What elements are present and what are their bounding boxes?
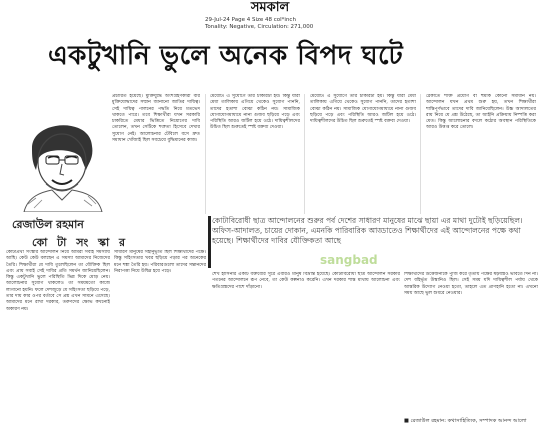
author-portrait	[12, 100, 110, 212]
clipping-meta	[205, 17, 375, 31]
pull-quote-bar	[208, 216, 211, 268]
column-divider	[205, 94, 206, 214]
column-divider	[420, 94, 421, 214]
watermark: sangbad	[320, 253, 378, 267]
newspaper-masthead: সমকাল	[250, 0, 290, 15]
article-column-3: মেয়েটি। এ সুযোগে তার চাকরিটা হয়। কিন্তু যারা মেধা তালিকায় এগিয়ে থেকেও সুযোগ পাননি, তাদের হতাশা বোঝা কঠিন নয়। সামাজিক যোগাযোগমাধ্যমে নানা গুজব ছড়িয়ে পড়ে এবং পরিস্থিতি আরও জটিল হয়ে ওঠে। দায়িত্বশীলদের উচিত ছিল শুরুতেই স্পষ্ট বক্তব্য দেওয়া।	[310, 94, 416, 125]
article-column-lower-2: শেখ হাসিনার একটি বক্তব্যের সুরে এবারও মানুষ বিভ্রান্ত হয়েছে। কোটাবিরোধী ছাত্র আন্দোলন সরকার পতনের আন্দোলনে রূপ নেবে, তা কেউ কল্পনাও করেনি। এখন দরকার শান্ত মাথায় আলোচনা এবং ক্ষতিগ্রস্তদের পাশে দাঁড়ানো।	[212, 272, 400, 290]
article-column-1: প্রচারিত হয়েছে। মুক্তিযুদ্ধে অংশগ্রহণকারী বীর মুক্তিযোদ্ধাদের সম্মান জানানো জাতির দায়িত্ব। সেই দায়িত্ব পালনের পদ্ধতি নিয়ে মতভেদ থাকতে পারে। তবে শিক্ষার্থীরা যখন সরকারি চাকরিতে মেধার ভিত্তিতে নিয়োগের দাবি তোলেন, তখন সেটিকে শত্রুতা হিসেবে দেখার সুযোগ নেই। আলোচনার টেবিলে বসে দ্রুত সমাধান খোঁজাই ছিল সবচেয়ে বুদ্ধিমানের কাজ।	[112, 94, 200, 144]
clipping-meta-tonality: Tonality: Negative, Circulation: 271,000	[205, 24, 314, 30]
author-footnote: ■ রেজাউল রহমান: কথাসাহিত্যিক, সম্পাদক আনন্দ আলো	[404, 418, 527, 424]
article-column-left: কোটাপ্রথা সংস্কার আন্দোলন নিয়ে আমরা সবাই সমস্যায় আছি। কেউ কেউ বলছেন এ সমস্যা আমাদের নিজেদের তৈরি। শিক্ষার্থীরা যে দাবি তুলেছিলেন তা যৌক্তিক ছিল এবং প্রায় সবাই সেই দাবির প্রতি সমর্থন জানিয়েছিলেন। কিন্তু একটুখানি ভুলে পরিস্থিতি ভিন্ন দিকে মোড় নেয়। আলোচনার সুযোগ থাকলেও তা সময়মতো কাজে লাগানো হয়নি। ফলে দেশজুড়ে যে সহিংসতা ছড়িয়ে পড়ে, তার দায় কার ওপর বর্তাবে সে প্রশ্ন এখন সামনে এসেছে। আমাদের মনে রাখা দরকার, তরুণদের ক্ষোভ কখনোই অকারণ নয়।	[6, 250, 110, 312]
author-name: রেজাউল রহমান	[12, 218, 84, 231]
article-column-2: মেয়েটি। এ সুযোগে তার চাকরিটা হয়। কিন্তু যারা মেধা তালিকায় এগিয়ে থেকেও সুযোগ পাননি, তাদের হতাশা বোঝা কঠিন নয়। সামাজিক যোগাযোগমাধ্যমে নানা গুজব ছড়িয়ে পড়ে এবং পরিস্থিতি আরও জটিল হয়ে ওঠে। দায়িত্বশীলদের উচিত ছিল শুরুতেই স্পষ্ট বক্তব্য দেওয়া।	[210, 94, 300, 131]
pull-quote: কোটাবিরোধী ছাত্র আন্দোলনের শুরুর পর্ব দেশের সাধারণ মানুষের মাঝে ছায়া এর মাথা দুটোই ছড়িয়েছিল। অফিস-আদালত, চায়ের দোকান, এমনকি পারিবারিক আড্ডাতেও শিক্ষার্থীদের এই আন্দোলনের পক্ষে কথা হয়েছে। শিক্ষার্থীদের দাবির যৌক্তিকতা আছে	[212, 216, 523, 245]
article-column-lower-3: শিক্ষার্থীদের উত্তেজনাকে পুঁজি করে তৃতীয় পক্ষের ষড়যন্ত্রও ভাবতে দিন না। দেশ বহির্ভূত উস্কানিও ছিল। সেই সময় যদি দায়িত্বশীল পর্যায় থেকে আন্তরিক উদ্যোগ নেওয়া হতো, তাহলে এত প্রাণহানি হতো না। এখনো সময় আছে ভুল শুধরে নেওয়ার।	[404, 272, 538, 296]
article-column-4: ঠেকাতে শক্তি প্রয়োগ বা হুমকি কোনো সমাধান নয়। আন্দোলন যখন প্রথম শুরু হয়, তখন শিক্ষার্থীরা শান্তিপূর্ণভাবে তাদের দাবি জানিয়েছিলেন। উচ্চ আদালতের রায় নিয়ে যে প্রশ্ন উঠেছে, তা আইনি প্রক্রিয়ায় নিষ্পত্তি করা যেত। কিন্তু আলোচনার বদলে কঠোর অবস্থান পরিস্থিতিকে আরও উত্তপ্ত করে তোলে।	[426, 94, 536, 131]
article-headline: একটুখানি ভুলে অনেক বিপদ ঘটে	[48, 41, 404, 71]
article-column-lower-1: সাধারণ মানুষের সহানুভূতি ছিল শিক্ষার্থীদের পক্ষে। কিন্তু সহিংসতার খবর ছড়িয়ে পড়ার পর অনেকের মনে শঙ্কা তৈরি হয়। পরিবারগুলো তাদের সন্তানদের নিরাপত্তা নিয়ে উদ্বিগ্ন হয়ে পড়ে।	[114, 250, 206, 274]
clipping-meta-date: 29-Jul-24 Page 4 Size 48 col*inch	[205, 17, 296, 23]
author-role: কো টা সং স্কা র	[32, 236, 129, 249]
column-divider	[304, 94, 305, 214]
